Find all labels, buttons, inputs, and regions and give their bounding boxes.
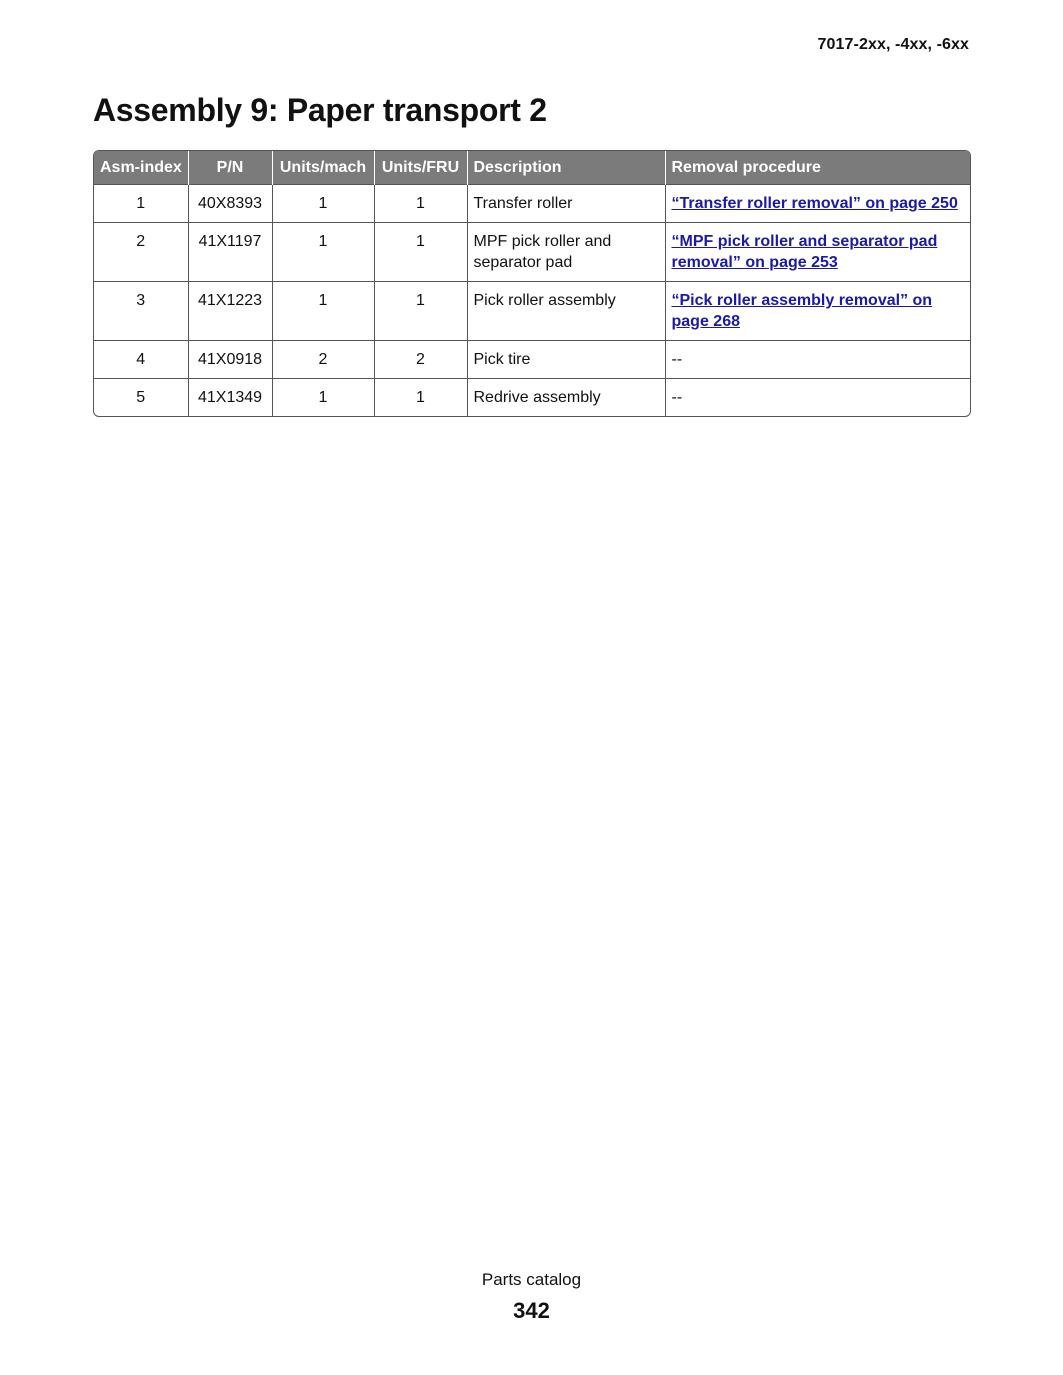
column-header-asm-index: Asm-index <box>94 151 188 185</box>
description-cell: Transfer roller <box>467 185 665 223</box>
units-mach-cell: 1 <box>272 379 374 417</box>
table-row <box>94 185 970 223</box>
table-header-row <box>94 151 970 185</box>
description-cell: Redrive assembly <box>467 379 665 417</box>
asm-index-cell: 1 <box>94 185 188 223</box>
removal-procedure-link[interactable]: “MPF pick roller and separator pad removal” on page 253 <box>671 233 938 271</box>
units-fru-cell: 1 <box>374 282 467 341</box>
units-mach-cell: 2 <box>272 341 374 379</box>
column-header-pn: P/N <box>188 151 272 185</box>
asm-index-cell: 5 <box>94 379 188 417</box>
description-cell: MPF pick roller and separator pad <box>467 223 665 282</box>
units-fru-cell: 2 <box>374 341 467 379</box>
column-header-units-mach: Units/mach <box>272 151 374 185</box>
units-fru-cell: 1 <box>374 185 467 223</box>
removal-procedure-cell: -- <box>665 341 970 379</box>
part-number-cell: 41X1223 <box>188 282 272 341</box>
parts-table <box>93 150 971 417</box>
column-header-description: Description <box>467 151 665 185</box>
removal-procedure-link[interactable]: “Pick roller assembly removal” on page 268 <box>671 292 933 330</box>
asm-index-cell: 2 <box>94 223 188 282</box>
table-row <box>94 282 970 341</box>
table-row <box>94 223 970 282</box>
page-title: Assembly 9: Paper transport 2 <box>93 92 547 128</box>
removal-procedure-cell <box>665 282 970 341</box>
footer-section-label: Parts catalog <box>481 1270 582 1289</box>
units-fru-cell: 1 <box>374 223 467 282</box>
units-mach-cell: 1 <box>272 185 374 223</box>
removal-procedure-cell <box>665 185 970 223</box>
description-cell: Pick roller assembly <box>467 282 665 341</box>
units-mach-cell: 1 <box>272 282 374 341</box>
removal-procedure-link[interactable]: “Transfer roller removal” on page 250 <box>671 195 958 212</box>
units-fru-cell: 1 <box>374 379 467 417</box>
table-row <box>94 341 970 379</box>
part-number-cell: 41X1197 <box>188 223 272 282</box>
part-number-cell: 40X8393 <box>188 185 272 223</box>
table-row <box>94 379 970 417</box>
units-mach-cell: 1 <box>272 223 374 282</box>
column-header-removal-procedure: Removal procedure <box>665 151 970 185</box>
column-header-units-fru: Units/FRU <box>374 151 467 185</box>
description-cell: Pick tire <box>467 341 665 379</box>
footer-page-number: 342 <box>513 1298 550 1323</box>
running-header-model: 7017-2xx, -4xx, -6xx <box>817 36 969 53</box>
removal-procedure-cell <box>665 223 970 282</box>
asm-index-cell: 3 <box>94 282 188 341</box>
part-number-cell: 41X1349 <box>188 379 272 417</box>
asm-index-cell: 4 <box>94 341 188 379</box>
removal-procedure-cell: -- <box>665 379 970 417</box>
part-number-cell: 41X0918 <box>188 341 272 379</box>
